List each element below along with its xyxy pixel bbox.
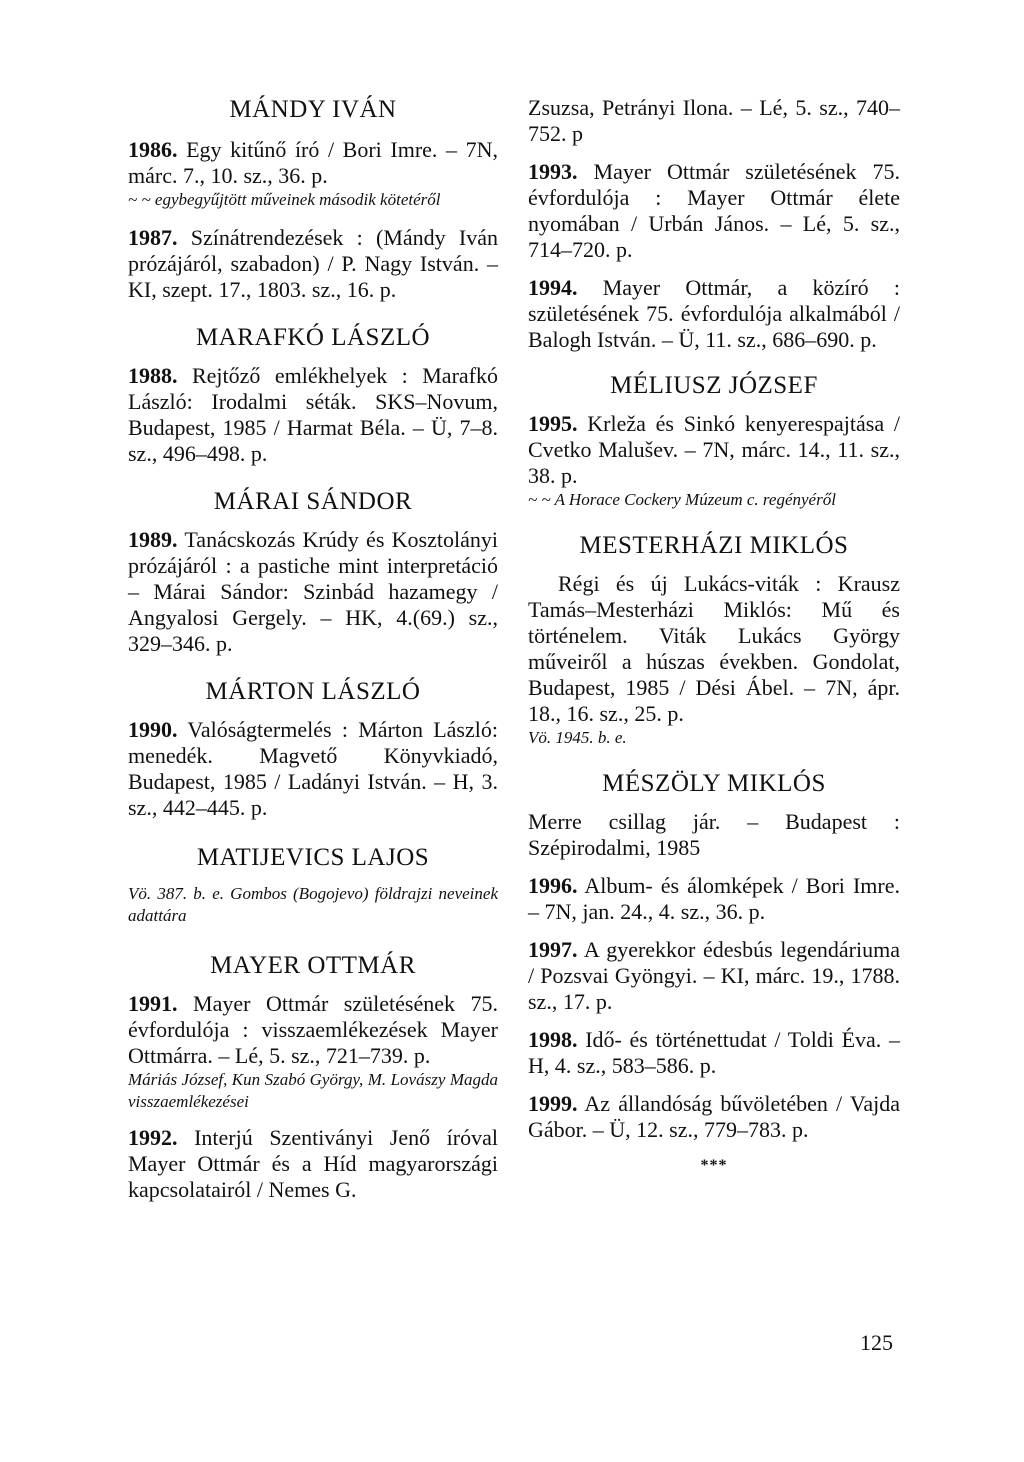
entry-number: 1996. [528,873,578,898]
entry-note: ~ ~ egybegyűjtött műveinek második kötetéről [128,190,441,209]
entry-text: Mayer Ottmár születésének 75. évfordulója : Mayer Ottmár élete nyomában / Urbán János. – Lé, 5. sz., 714–720. p. [528,159,901,262]
entry-1997 [528,937,900,1015]
entry-text: Album- és álomképek / Bori Imre. – 7N, jan. 24., 4. sz., 36. p. [528,873,900,924]
entry-text: Interjú Szentiványi Jenő íróval Mayer Ottmár és a Híd magyarországi kapcsolatairól / Nemes G. [128,1125,499,1202]
left-column [128,95,498,1203]
entry-number: 1997. [528,937,578,962]
entry-number: 1987. [128,225,178,250]
entry-1986 [128,137,498,189]
heading-mayer-ottmar: MAYER OTTMÁR [210,952,416,979]
entry-1992 [128,1125,498,1203]
heading-marai-sandor: MÁRAI SÁNDOR [213,488,413,515]
entry-text: Egy kitűnő író / Bori Imre. – 7N, márc. 7., 10. sz., 36. p. [128,137,498,188]
heading-meszoly-miklos: MÉSZÖLY MIKLÓS [602,770,826,797]
entry-1989 [128,527,498,657]
entry-number: 1991. [128,991,178,1016]
entry-1998 [528,1027,900,1079]
heading-mandy-ivan: MÁNDY IVÁN [229,96,397,123]
entry-mesterhazi: Régi és új Lukács-viták : Krausz Tamás–Mesterházi Miklós: Mű és történelem. Viták Lukács György műveiről a húszas években. Gondolat, Budapest, 1985 / Dési Ábel. – 7N, ápr. 18., 16. sz., 25. p. [528,571,900,726]
entry-note: ~ ~ A Horace Cockery Múzeum c. regényéről [528,490,836,509]
entry-text: Idő- és történettudat / Toldi Éva. – H, 4. sz., 583–586. p. [528,1027,900,1078]
cross-reference-note: Vö. 387. b. e. Gombos (Bogojevo) földrajzi neveinek adattára [128,884,498,925]
entry-1987 [128,225,498,303]
entry-number: 1992. [128,1125,178,1150]
entry-text: Rejtőző emlékhelyek : Marafkó László: Irodalmi séták. SKS–Novum, Budapest, 1985 / Harmat Béla. – Ü, 7–8. sz., 496–498. p. [128,363,498,466]
entry-text: Mayer Ottmár, a közíró : születésének 75. évfordulója alkalmából / Balogh István. – Ü, 11. sz., 686–690. p. [528,275,901,352]
entry-1996 [528,873,900,925]
entry-number: 1989. [128,527,178,552]
entry-text: Valóságtermelés : Márton László: menedék. Magvető Könyvkiadó, Budapest, 1985 / Ladányi István. – H, 3. sz., 442–445. p. [128,717,498,820]
entry-text: Tanácskozás Krúdy és Kosztolányi prózájáról : a pastiche mint interpretáció – Márai Sándor: Szinbád hazamegy / Angyalosi Gergely. – HK, 4.(69.) sz., 329–346. p. [128,527,498,656]
right-column [528,95,900,1191]
page-number: 125 [860,1330,893,1355]
entry-1999 [528,1091,900,1143]
entry-1994 [528,275,900,353]
entry-number: 1999. [528,1091,578,1116]
cross-reference-note: Vö. 1945. b. e. [528,728,627,747]
heading-mesterhazi-miklos: MESTERHÁZI MIKLÓS [579,532,849,559]
entry-text: A gyerekkor édesbús legendáriuma / Pozsvai Gyöngyi. – KI, márc. 19., 1788. sz., 17. p. [528,937,900,1014]
heading-marafko-laszlo: MARAFKÓ LÁSZLÓ [195,324,431,351]
entry-number: 1994. [528,275,578,300]
entry-number: 1995. [528,411,578,436]
heading-matijevics-lajos: MATIJEVICS LAJOS [196,844,430,871]
section-end-stars: *** [700,1157,728,1174]
entry-text: Színátrendezések : (Mándy Iván prózájáról, szabadon) / P. Nagy István. – KI, szept. 17., 1803. sz., 16. p. [128,225,498,302]
entry-text: Az állandóság bűvöletében / Vajda Gábor. – Ü, 12. sz., 779–783. p. [528,1091,900,1142]
entry-number: 1986. [128,137,178,162]
entry-1992-continued: Zsuzsa, Petrányi Ilona. – Lé, 5. sz., 740–752. p [528,95,900,146]
entry-number: 1998. [528,1027,578,1052]
entry-note: Máriás József, Kun Szabó György, M. Lovászy Magda visszaemlékezései [128,1070,498,1111]
entry-text: Krleža és Sinkó kenyerespajtása / Cvetko Malušev. – 7N, márc. 14., 11. sz., 38. p. [528,411,900,488]
entry-1988 [128,363,498,467]
entry-number: 1988. [128,363,178,388]
entry-1990 [128,717,498,821]
entry-1995 [528,411,900,489]
heading-meliusz-jozsef: MÉLIUSZ JÓZSEF [610,372,818,399]
heading-marton-laszlo: MÁRTON LÁSZLÓ [205,678,421,705]
entry-number: 1993. [528,159,578,184]
entry-1991 [128,991,498,1069]
entry-1993 [528,159,900,263]
entry-intro: Merre csillag jár. – Budapest : Szépirodalmi, 1985 [528,809,900,860]
entry-text: Mayer Ottmár születésének 75. évfordulója : visszaemlékezések Mayer Ottmárra. – Lé, 5. sz., 721–739. p. [128,991,499,1068]
entry-number: 1990. [128,717,178,742]
